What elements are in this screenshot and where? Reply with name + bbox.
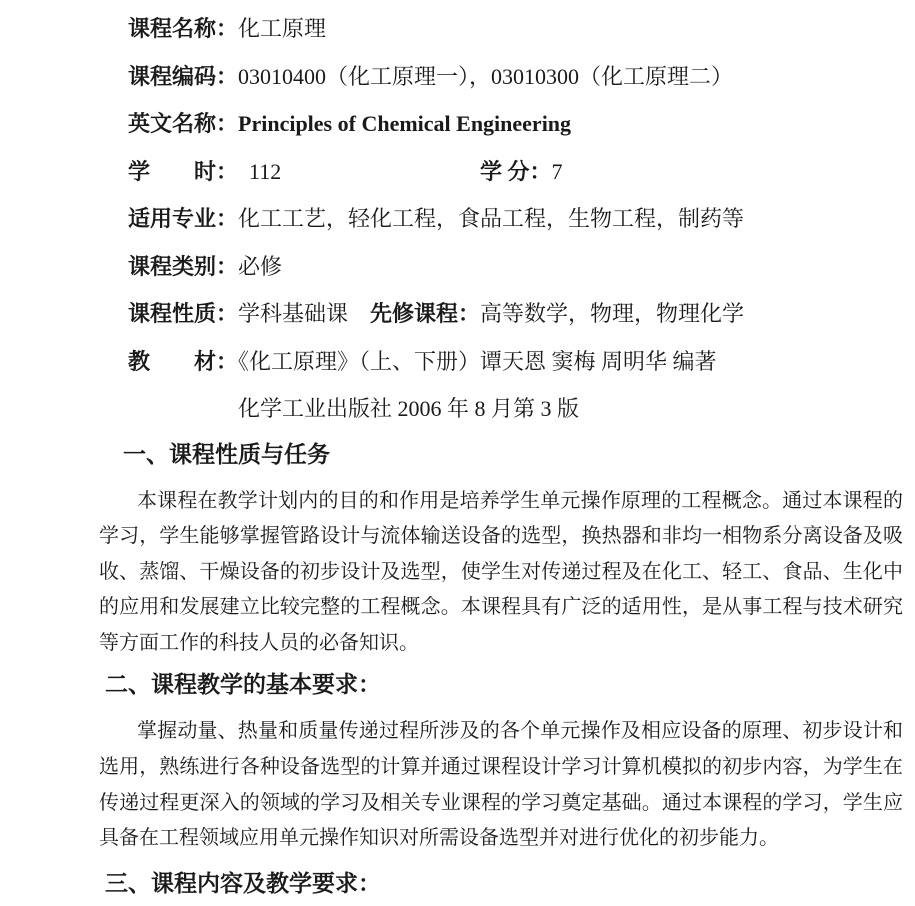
field-label: 学 时：: [128, 158, 228, 184]
section-course-nature: [0, 433, 915, 662]
field-value: 学科基础课: [238, 301, 371, 326]
secondary-pair: [370, 301, 744, 326]
paragraph-line: 选用，熟练进行各种设备选型的计算并通过课程设计学习计算机模拟的初步内容，为学生在: [99, 756, 903, 779]
section-content-requirements: [0, 862, 915, 906]
field-label: 课程类别：: [128, 253, 239, 279]
paragraph-line: 具备在工程领域应用单元操作知识对所需设备选型并对进行优化的初步能力。: [99, 827, 779, 850]
paragraph-line: 等方面工作的科技人员的必备知识。: [99, 631, 419, 654]
course-info-block: [128, 0, 915, 433]
info-row: [128, 385, 915, 433]
secondary-pair: [480, 148, 563, 196]
section-paragraph: [99, 484, 903, 662]
field-label-secondary: 先修课程：: [370, 301, 481, 326]
info-row: [128, 195, 915, 243]
section-basic-requirements: [0, 663, 915, 856]
sections-container: [0, 433, 915, 906]
field-value: 化学工业出版社 2006 年 8 月第 3 版: [238, 396, 580, 421]
field-value: 《化工原理》（上、下册）谭天恩 窦梅 周明华 编著: [238, 348, 717, 374]
section-heading: 三、课程内容及教学要求：: [105, 870, 381, 896]
info-row: [128, 338, 915, 386]
field-label: 课程编码：: [128, 63, 239, 89]
info-row: [128, 100, 915, 148]
field-label-secondary: 学 分：: [480, 158, 552, 184]
paragraph-line: 收、蒸馏、干燥设备的初步设计及选型，使学生对传递过程及在化工、轻工、食品、生化中: [99, 560, 903, 583]
field-label: 英文名称：: [128, 111, 239, 136]
paragraph-line: 本课程在教学计划内的目的和作用是培养学生单元操作原理的工程概念。通过本课程的: [137, 489, 903, 512]
field-value: 化工工艺，轻化工程，食品工程，生物工程，制药等: [238, 206, 745, 231]
field-value-secondary: 7: [551, 158, 563, 184]
section-paragraph: [99, 714, 903, 856]
field-label: 适用专业：: [128, 206, 239, 231]
field-value: 化工原理: [238, 16, 327, 41]
info-row: [128, 290, 915, 338]
field-value: 必修: [238, 253, 283, 279]
field-value: 03010400（化工原理一），03010300（化工原理二）: [238, 63, 734, 89]
paragraph-line: 学习，学生能够掌握管路设计与流体输送设备的选型，换热器和非均一相物系分离设备及吸: [99, 525, 903, 548]
field-label: 课程性质：: [128, 301, 239, 326]
paragraph-line: 传递过程更深入的领域的学习及相关专业课程的学习奠定基础。通过本课程的学习，学生应: [99, 791, 903, 814]
info-row: [128, 243, 915, 291]
field-value: 112: [227, 158, 282, 184]
paragraph-line: 的应用和发展建立比较完整的工程概念。本课程具有广泛的适用性，是从事工程与技术研究: [99, 596, 903, 619]
info-row: [128, 5, 915, 53]
info-row: [128, 148, 915, 196]
section-heading: 一、课程性质与任务: [123, 441, 330, 467]
field-value: Principles of Chemical Engineering: [238, 111, 572, 136]
field-label: 课程名称：: [128, 16, 239, 41]
field-value-secondary: 高等数学，物理，物理化学: [480, 301, 745, 326]
section-heading: 二、课程教学的基本要求：: [105, 672, 381, 698]
field-label: 教 材：: [128, 348, 239, 374]
info-row: [128, 53, 915, 101]
paragraph-line: 掌握动量、热量和质量传递过程所涉及的各个单元操作及相应设备的原理、初步设计和: [137, 720, 903, 743]
field-label: [128, 396, 238, 421]
